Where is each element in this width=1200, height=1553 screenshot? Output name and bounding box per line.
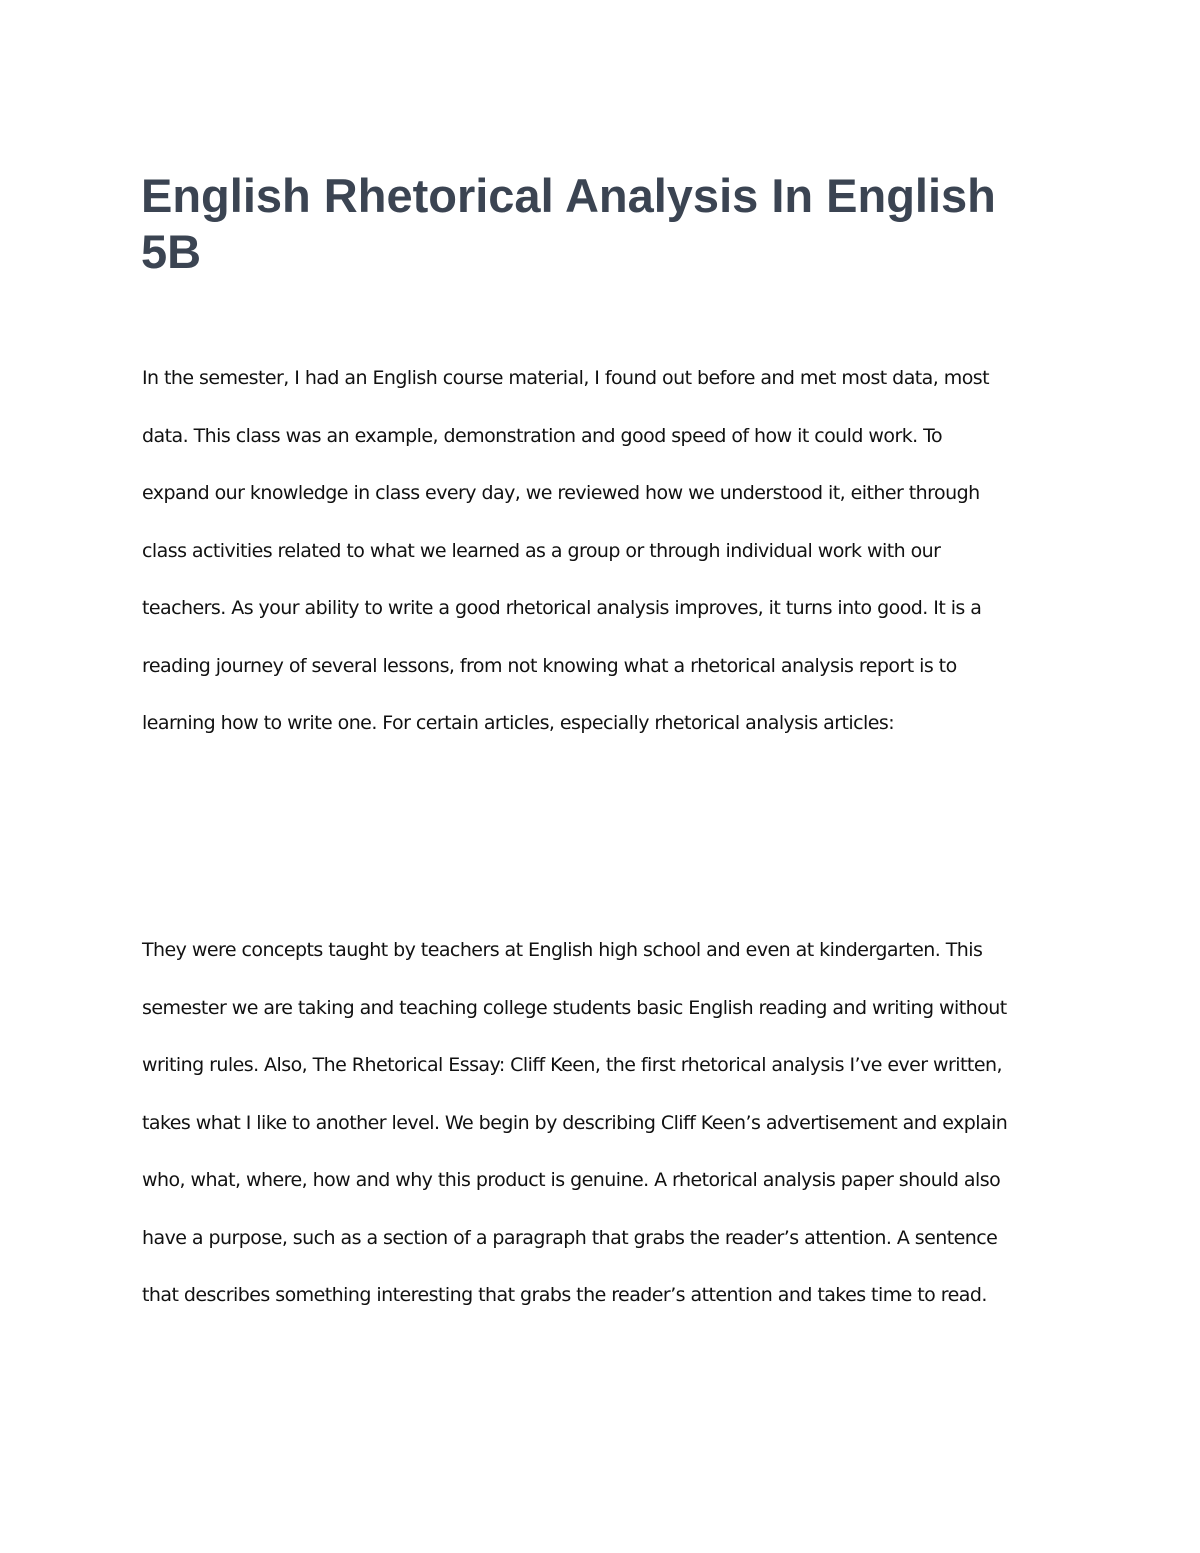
- paragraph-line: They were concepts taught by teachers at English high school and even at kindergarten. This: [142, 939, 983, 961]
- paragraph-line: teachers. As your ability to write a good rhetorical analysis improves, it turns into good. It is a: [142, 597, 982, 619]
- paragraph-line: reading journey of several lessons, from not knowing what a rhetorical analysis report is to: [142, 654, 957, 677]
- paragraph-line: data. This class was an example, demonstration and good speed of how it could work. To: [142, 424, 943, 447]
- paragraph-line: In the semester, I had an English course material, I found out before and met most data, most: [142, 367, 990, 389]
- body-paragraph-1: [142, 350, 989, 753]
- paragraph-line: writing rules. Also, The Rhetorical Essay: Cliff Keen, the first rhetorical analysis I’ve ever written,: [142, 1054, 1002, 1076]
- document-title: English Rhetorical Analysis In English 5B: [141, 169, 996, 278]
- paragraph-line: takes what I like to another level. We begin by describing Cliff Keen’s advertisement and explain: [142, 1111, 1008, 1134]
- paragraph-line: learning how to write one. For certain articles, especially rhetorical analysis articles:: [142, 712, 895, 734]
- paragraph-line: expand our knowledge in class every day, we reviewed how we understood it, either through: [142, 482, 980, 504]
- body-paragraph-2: [142, 922, 1007, 1325]
- paragraph-line: who, what, where, how and why this product is genuine. A rhetorical analysis paper should also: [142, 1169, 1001, 1191]
- paragraph-line: semester we are taking and teaching college students basic English reading and writing without: [142, 996, 1007, 1019]
- paragraph-line: have a purpose, such as a section of a paragraph that grabs the reader’s attention. A sentence: [142, 1226, 998, 1249]
- paragraph-line: that describes something interesting that grabs the reader’s attention and takes time to read.: [142, 1284, 987, 1306]
- paragraph-line: class activities related to what we learned as a group or through individual work with our: [142, 539, 941, 562]
